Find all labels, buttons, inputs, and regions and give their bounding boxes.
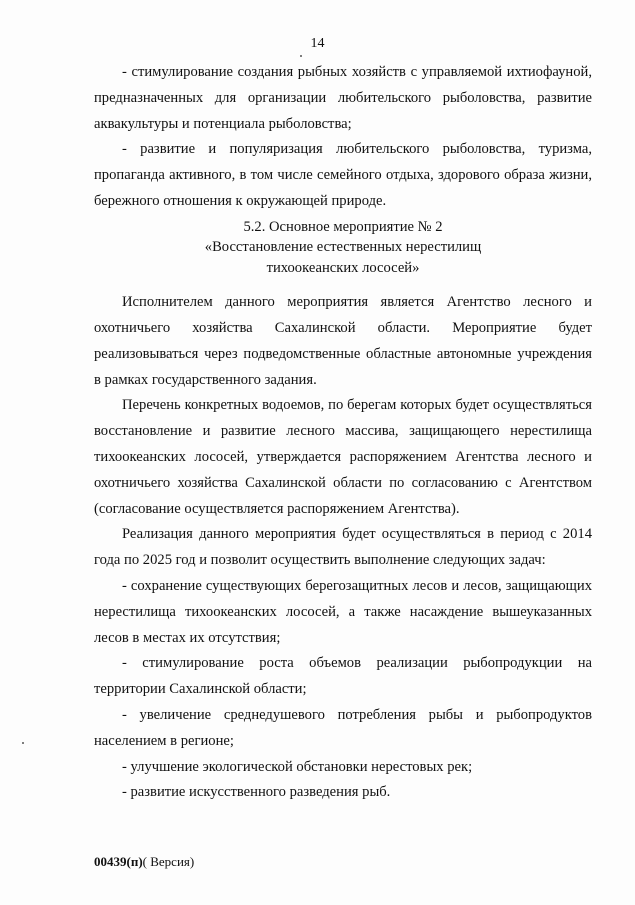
- paragraph-recreational-fishing: - развитие и популяризация любительского рыболовства, туризма, пропаганда активного, в том числе семейного отдыха, здорового образа жизни, бережного отношения к окружающей природе.: [94, 141, 592, 209]
- document-code: 00439(п): [94, 854, 143, 869]
- document-version: ( Версия): [142, 854, 195, 869]
- scan-speck: [300, 55, 302, 57]
- paragraph-fish-farms: - стимулирование создания рыбных хозяйств с управляемой ихтиофауной, предназначенных для организации любительского рыболовства, развитие аквакультуры и потенциала рыболовства;: [94, 64, 592, 132]
- page-number: 14: [310, 36, 325, 51]
- section-title-line-2: тихоокеанских лососей»: [266, 259, 420, 276]
- list-item-forest-preservation: - сохранение существующих берегозащитных лесов и лесов, защищающих нерестилища тихоокеанских лососей, а также насаждение вышеуказанных лесов в местах их отсутствия;: [94, 578, 592, 646]
- document-body: [94, 60, 592, 806]
- paragraph-implementation-period: Реализация данного мероприятия будет осуществляться в период с 2014 года по 2025 год и позволит осуществить выполнение следующих задач:: [94, 526, 592, 569]
- paragraph-water-bodies-list: Перечень конкретных водоемов, по берегам которых будет осуществляться восстановление и развитие лесного массива, защищающего нерестилища тихоокеанских лососей, утверждается распоряжением Агентства лесного и охотничьего хозяйства Сахалинской области по согласованию с Агентством (согласование осуществляется распоряжением Агентства).: [94, 397, 592, 517]
- section-heading: [94, 215, 592, 291]
- scan-speck: [22, 742, 24, 744]
- list-item-artificial-breeding: - развитие искусственного разведения рыб.: [122, 784, 391, 801]
- list-item-fish-sales-growth: - стимулирование роста объемов реализации рыбопродукции на территории Сахалинской области;: [94, 655, 592, 698]
- list-item-ecology-improvement: - улучшение экологической обстановки нерестовых рек;: [122, 758, 473, 775]
- section-title-line-1: «Восстановление естественных нерестилищ: [204, 239, 482, 256]
- paragraph-executor: Исполнителем данного мероприятия является Агентство лесного и охотничьего хозяйства Сахалинской области. Мероприятие будет реализовываться через подведомственные областные автономные учреждения в рамках государственного задания.: [94, 294, 592, 388]
- section-number: 5.2. Основное мероприятие № 2: [243, 218, 443, 235]
- list-item-fish-consumption: - увеличение среднедушевого потребления рыбы и рыбопродуктов населением в регионе;: [94, 707, 592, 749]
- document-footer: [94, 854, 194, 870]
